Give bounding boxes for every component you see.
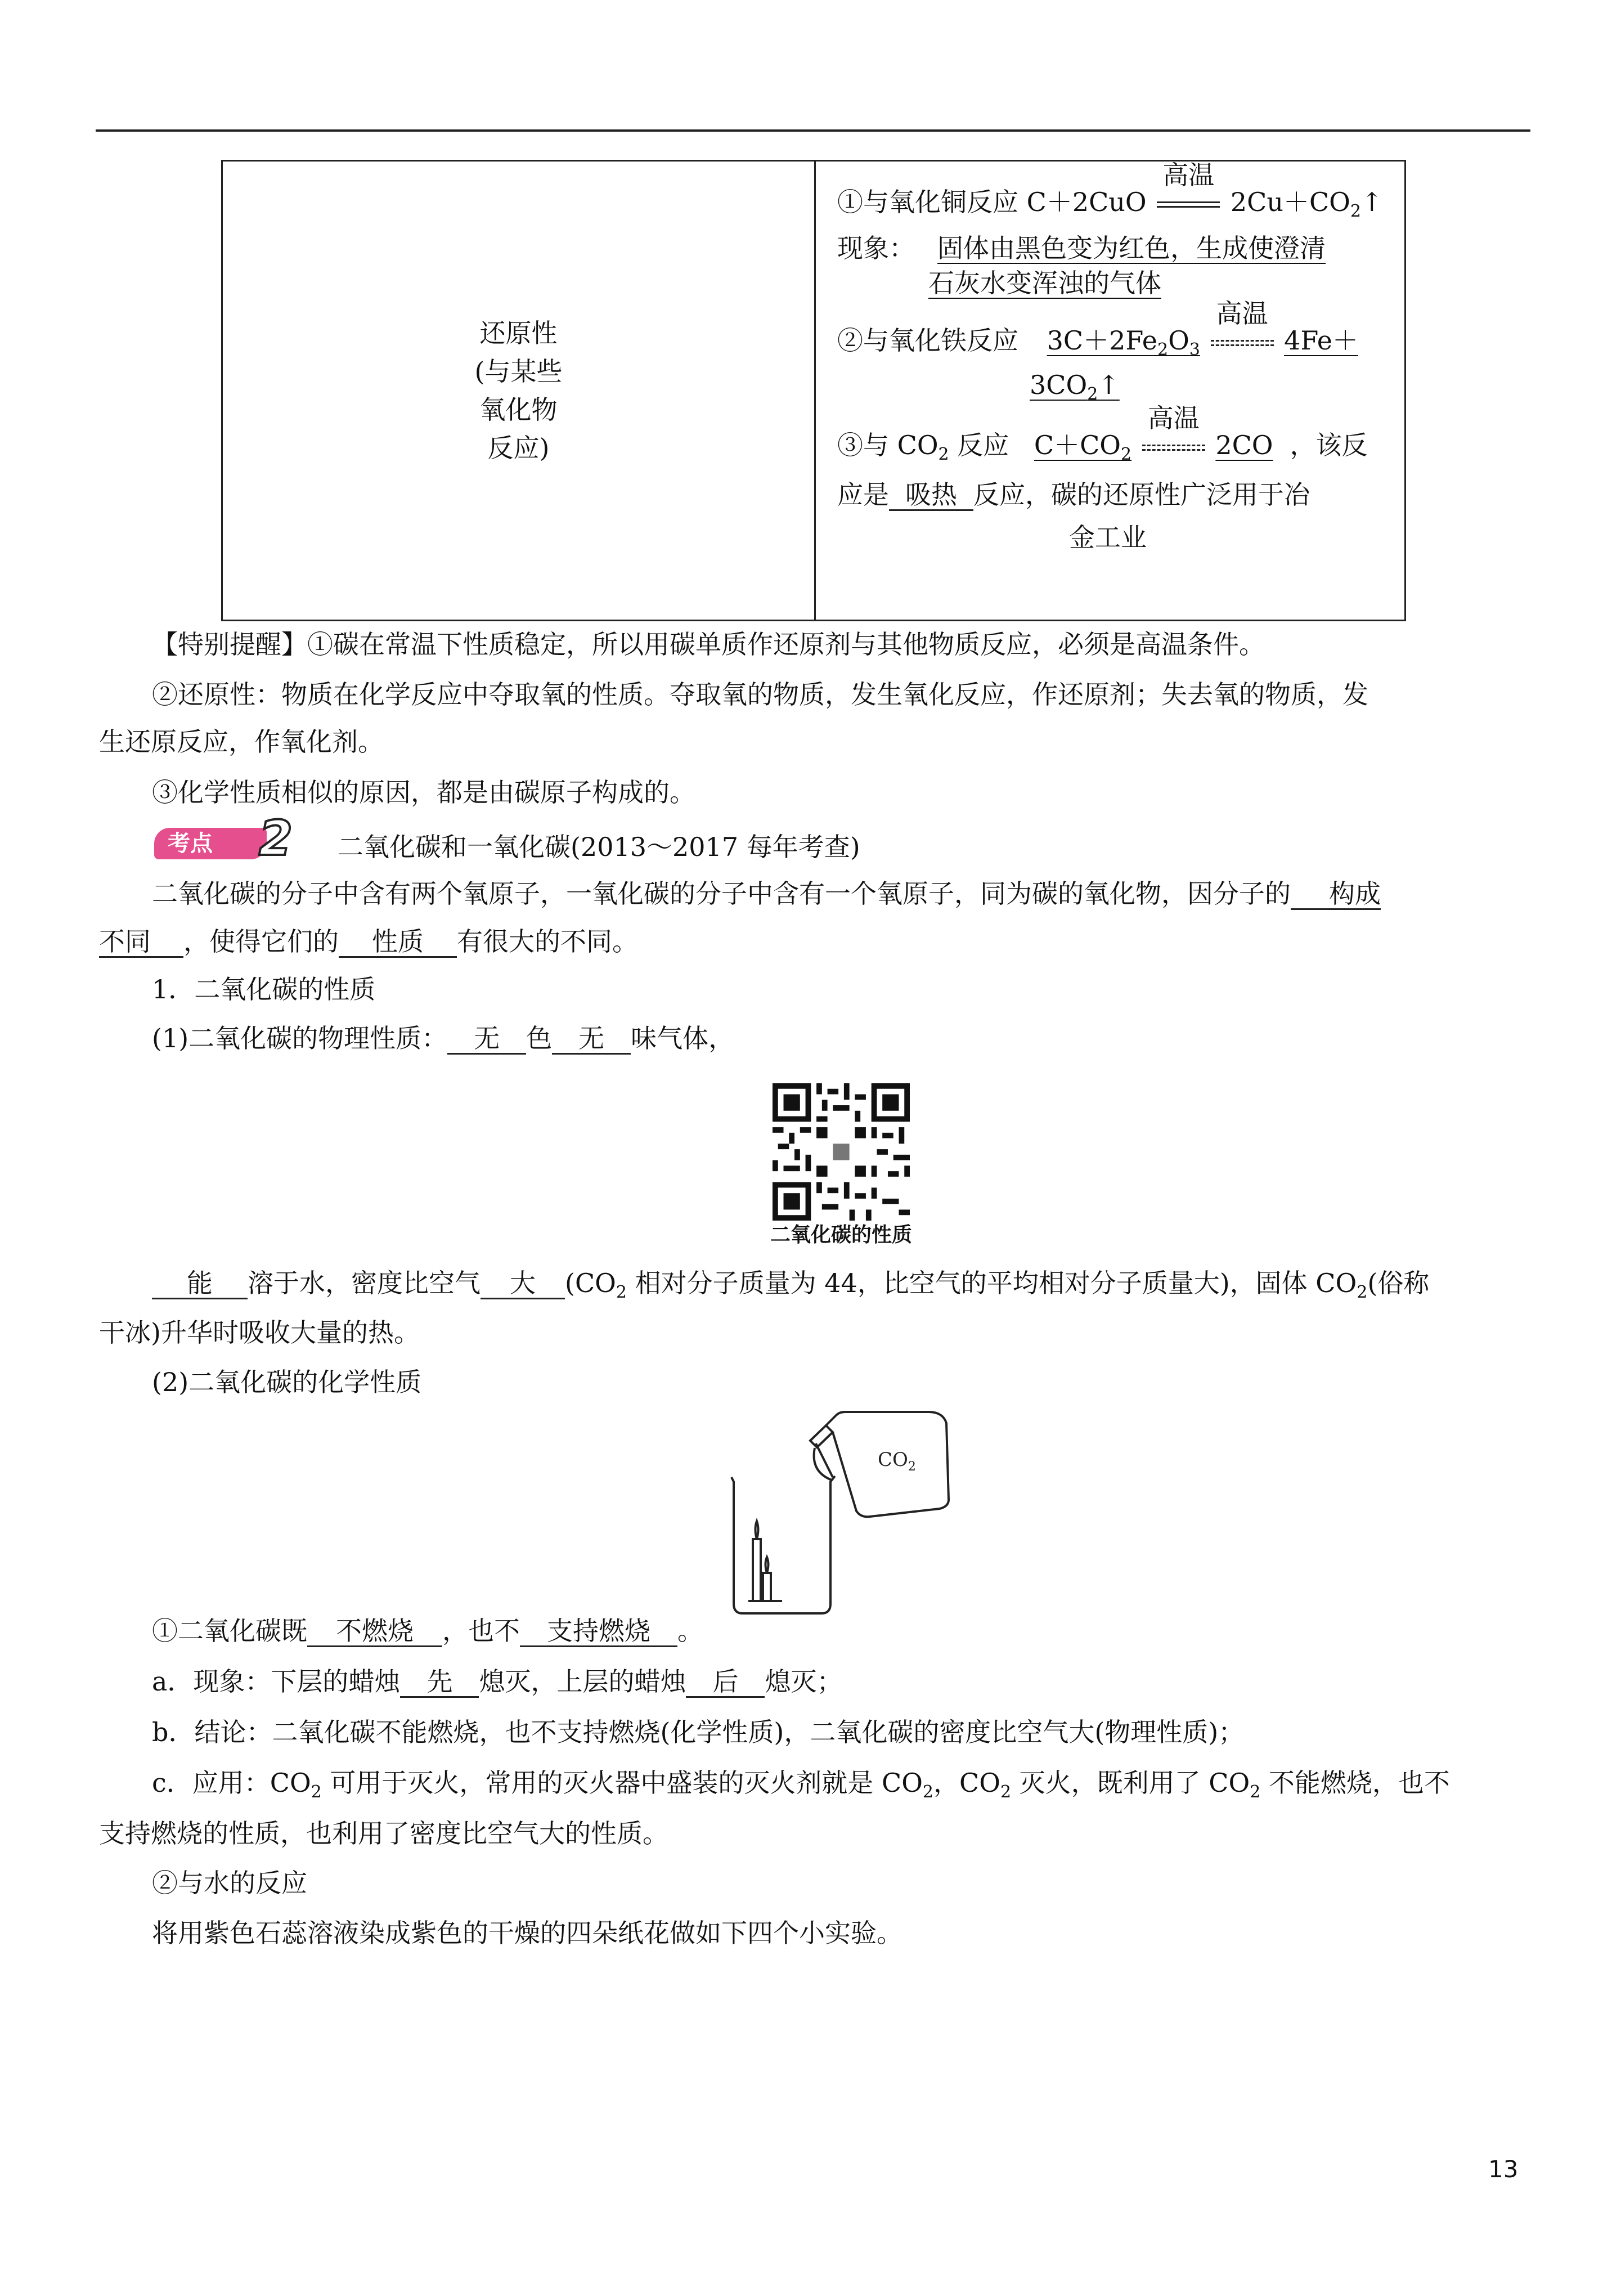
reminder-line-1: 【特别提醒】①碳在常温下性质稳定，所以用碳单质作还原剂与其他物质反应，必须是高温条件。 [152,629,1265,660]
application-line-1: c．应用：$CO_2$ 可用于灭火，常用的灭火器中盛装的灭火剂就是 $CO_2$，$CO_2$ 灭火，既利用了 $CO_2$ 不能燃烧，也不 [152,1768,1450,1802]
table-left-cell [223,162,814,620]
reminder-line-3: 生还原反应，作氧化剂。 [99,727,384,757]
section-title: 二氧化碳和一氧化碳(2013～2017 每年考查) [338,832,860,862]
reminder-line-2: ②还原性：物质在化学反应中夺取氧的性质。夺取氧的物质，发生氧化反应，作还原剂；失去氧的物质，发 [152,679,1368,710]
reducibility-label: 还原性 (与某些 氧化物 反应) [474,318,563,463]
chemical-properties-heading: (2)二氧化碳的化学性质 [152,1367,422,1397]
condition-high-temp: 高温 [1140,434,1207,460]
reaction-3-line-2: 应是 吸热 反应，碳的还原性广泛用于冶 [837,479,1310,510]
qr-caption: 二氧化碳的性质 [770,1223,912,1246]
solubility-line-1: 能 溶于水，密度比空气 大 ($CO_2$ 相对分子质量为 44，比空气的平均相对分子质量大)，固体 $CO_2$(俗称 [152,1266,1429,1310]
reaction-1-line: ①与氧化铜反应 C＋2CuO 高温 $2Cu+CO_2↑$ [837,160,1383,221]
section-badge: 考点 2 [154,824,272,860]
condition-high-temp: 高温 [1155,191,1222,217]
reaction-2-line: ②与氧化铁反应 $3C+2Fe_2O_3$ 高温 4Fe＋ [837,298,1359,360]
intro-line-1: 二氧化碳的分子中含有两个氧原子，一氧化碳的分子中含有一个氧原子，同为碳的氧化物，因分子的 构成 [152,878,1381,909]
header-rule [96,129,1530,132]
table-right-cell [816,162,1404,620]
nonflammable-line: ①二氧化碳既 不燃烧 ，也不 支持燃烧 。 [152,1616,703,1646]
page-number: 13 [1488,2155,1519,2183]
reaction-1-phenomenon: 现象： 固体由黑色变为红色，生成使澄清 [837,233,1326,263]
conclusion-line: b．结论：二氧化碳不能燃烧，也不支持燃烧(化学性质)，二氧化碳的密度比空气大(物理性质)； [152,1717,1245,1747]
heading-co2-properties: 1．二氧化碳的性质 [152,974,376,1004]
reaction-3-line: ③与 $CO_2$ 反应 $C+CO_2$ 高温 2CO ，该反 [837,403,1368,464]
reaction-3-line-3: 金工业 [1069,522,1147,553]
water-reaction-heading: ②与水的反应 [152,1868,307,1898]
water-reaction-text: 将用紫色石蕊溶液染成紫色的干燥的四朵纸花做如下四个小实验。 [152,1918,902,1948]
qr-code-icon[interactable] [773,1083,910,1221]
intro-line-2: 不同 ，使得它们的 性质 有很大的不同。 [99,926,638,957]
reaction-2-line-cont: $3CO_2↑$ [1030,370,1120,404]
phenomenon-line: a．现象：下层的蜡烛 先 熄灭，上层的蜡烛 后 熄灭； [152,1666,843,1697]
reaction-1-phenomenon-cont: 石灰水变浑浊的气体 [928,268,1161,298]
reminder-line-4: ③化学性质相似的原因，都是由碳原子构成的。 [152,777,695,808]
reducibility-table [221,160,1406,621]
co2-pouring-beaker-figure [726,1410,962,1621]
application-line-2: 支持燃烧的性质，也利用了密度比空气大的性质。 [99,1818,668,1849]
co2-label: $CO_2$ [878,1449,916,1474]
solubility-line-2: 干冰)升华时吸收大量的热。 [99,1317,420,1348]
condition-high-temp: 高温 [1209,330,1276,356]
physical-properties-line: (1)二氧化碳的物理性质： 无 色 无 味气体， [152,1023,735,1053]
